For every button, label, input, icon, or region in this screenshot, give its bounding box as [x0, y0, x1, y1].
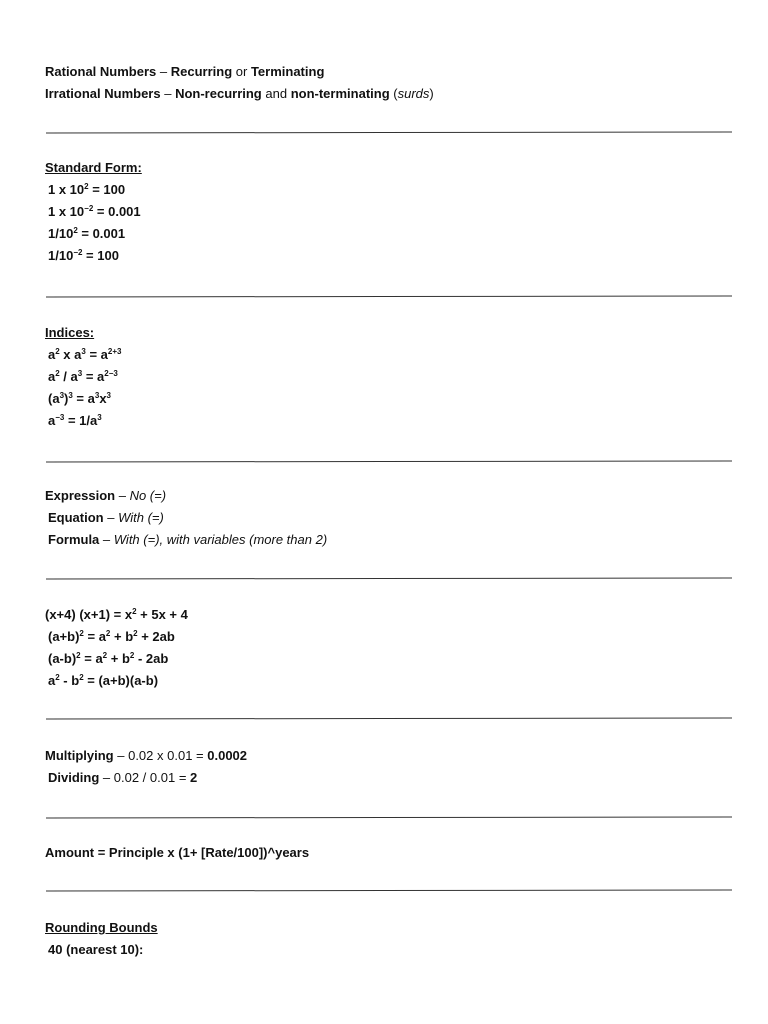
divider: [46, 578, 732, 580]
term-equation: Equation – With (=): [48, 510, 164, 525]
expansion-line: $(a-b)^2 = a^2 + b^2 - 2ab$: [48, 651, 169, 666]
standard-form-line: $1/10^{-2} = 100$: [48, 248, 119, 263]
dividing-line: Dividing – 0.02 / 0.01 = 2: [48, 770, 198, 785]
divider: [46, 890, 732, 892]
compound-formula: Amount = Principle x (1+ [Rate/100])^years: [45, 845, 310, 860]
indices-negative-rule: $a^{-3} = 1/a^3$: [48, 413, 102, 428]
indices-multiply-rule: $a^2$ x $a^3 = a^{2+3}$: [48, 347, 122, 362]
rational-numbers-line: Rational Numbers – Recurring or Terminating: [45, 64, 325, 79]
indices-divide-rule: $a^2 / a^3 = a^{2-3}$: [48, 369, 118, 384]
term-formula: Formula – With (=), with variables (more than 2): [48, 532, 328, 547]
standard-form-line: 1 x $10^{-2} = 0.001$: [48, 204, 141, 219]
term-expression: Expression – No (=): [45, 488, 167, 503]
indices-power-rule: $(a^3)^3 = a^3x^3$: [48, 391, 111, 406]
rational-label: Rational Numbers: [45, 64, 157, 79]
rounding-heading: Rounding Bounds: [45, 920, 158, 935]
divider: [46, 296, 732, 298]
expansion-line: $(a+b)^2 = a^2 + b^2 + 2ab$: [48, 629, 175, 644]
divider: [46, 817, 732, 819]
standard-form-line: $1/10^2 = 0.001$: [48, 226, 126, 241]
divider: [46, 461, 732, 463]
divider: [46, 132, 732, 134]
expansion-line: $a^2 - b^2 = (a+b)(a-b)$: [48, 673, 159, 688]
rounding-line: 40 (nearest 10):: [48, 942, 144, 957]
irrational-numbers-line: Irrational Numbers – Non-recurring and non-terminating (surds): [45, 86, 434, 101]
divider: [46, 718, 732, 720]
standard-form-line: 1 x $10^2 = 100$: [48, 182, 126, 197]
multiplying-line: Multiplying – 0.02 x 0.01 = 0.0002: [45, 748, 248, 763]
standard-form-heading: Standard Form:: [45, 160, 142, 175]
irrational-label: Irrational Numbers: [45, 86, 161, 101]
expansion-line: (x+4) $(x+1) = x^2 + 5x + 4$: [45, 607, 188, 622]
indices-heading: Indices:: [45, 325, 95, 340]
